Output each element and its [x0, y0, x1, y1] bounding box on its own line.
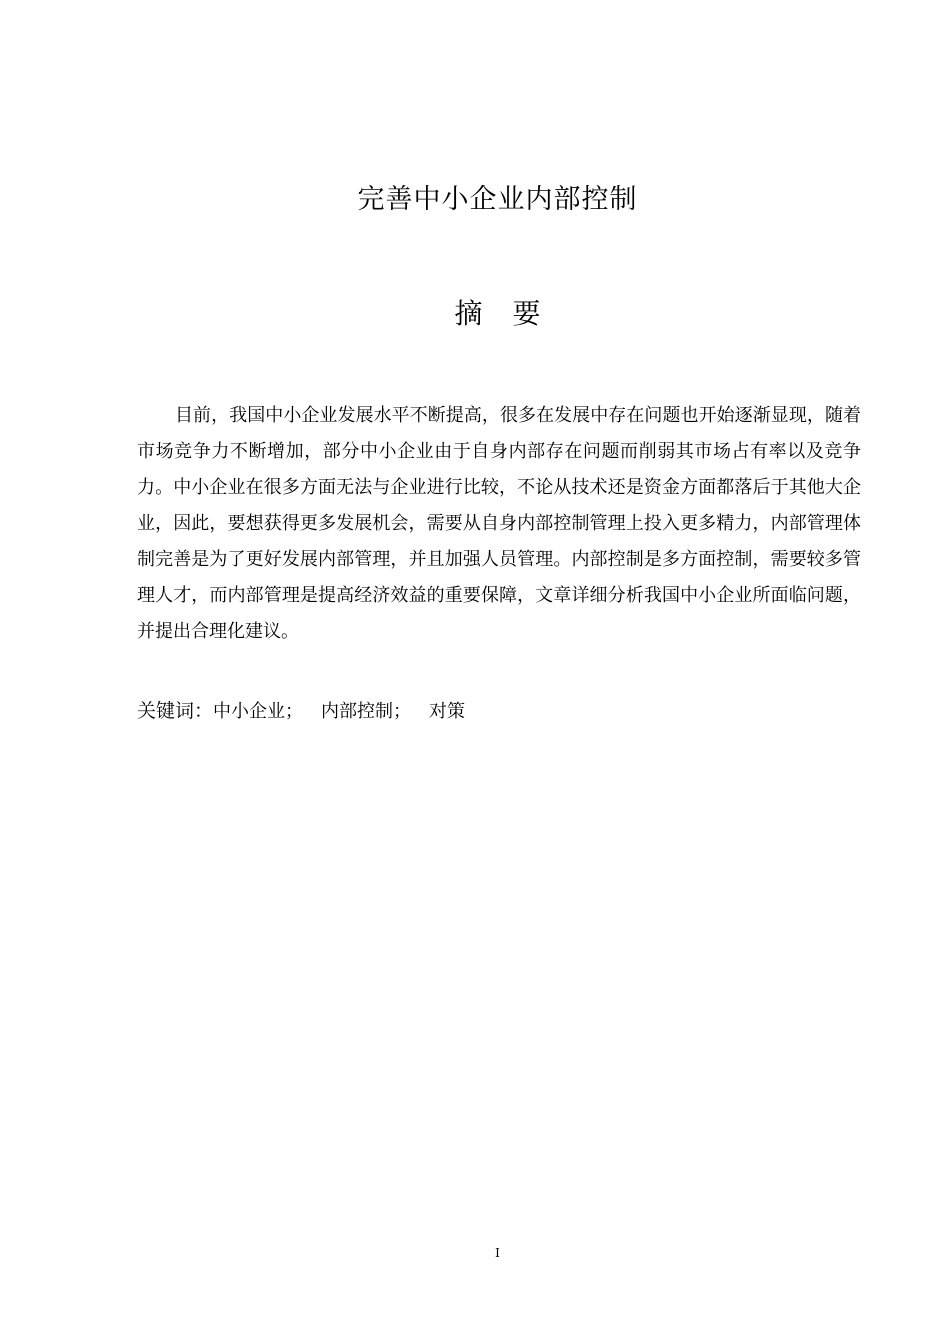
- keyword-item: 对策: [429, 701, 466, 722]
- keywords-label: 关键词：: [137, 700, 214, 722]
- abstract-heading-char-2: 要: [512, 297, 541, 330]
- abstract-heading-char-1: 摘: [454, 297, 483, 330]
- page-number: I: [495, 1246, 500, 1260]
- document-title: 完善中小企业内部控制: [357, 184, 638, 215]
- keywords-line: [137, 694, 483, 729]
- keyword-item: 中小企业；: [213, 701, 304, 722]
- keyword-item: 内部控制；: [321, 701, 412, 722]
- abstract-paragraph: 目前，我国中小企业发展水平不断提高，很多在发展中存在问题也开始逐渐显现，随着市场竞争力不断增加，部分中小企业由于自身内部存在问题而削弱其市场占有率以及竞争力。中小企业在很多方面无法与企业进行比较，不论从技术还是资金方面都落后于其他大企业，因此，要想获得更多发展机会，需要从自身内部控制管理上投入更多精力，内部管理体制完善是为了更好发展内部管理，并且加强人员管理。内部控制是多方面控制，需要较多管理人才，而内部管理是提高经济效益的重要保障，文章详细分析我国中小企业所面临问题，并提出合理化建议。: [137, 405, 861, 642]
- abstract-heading: [0, 294, 950, 334]
